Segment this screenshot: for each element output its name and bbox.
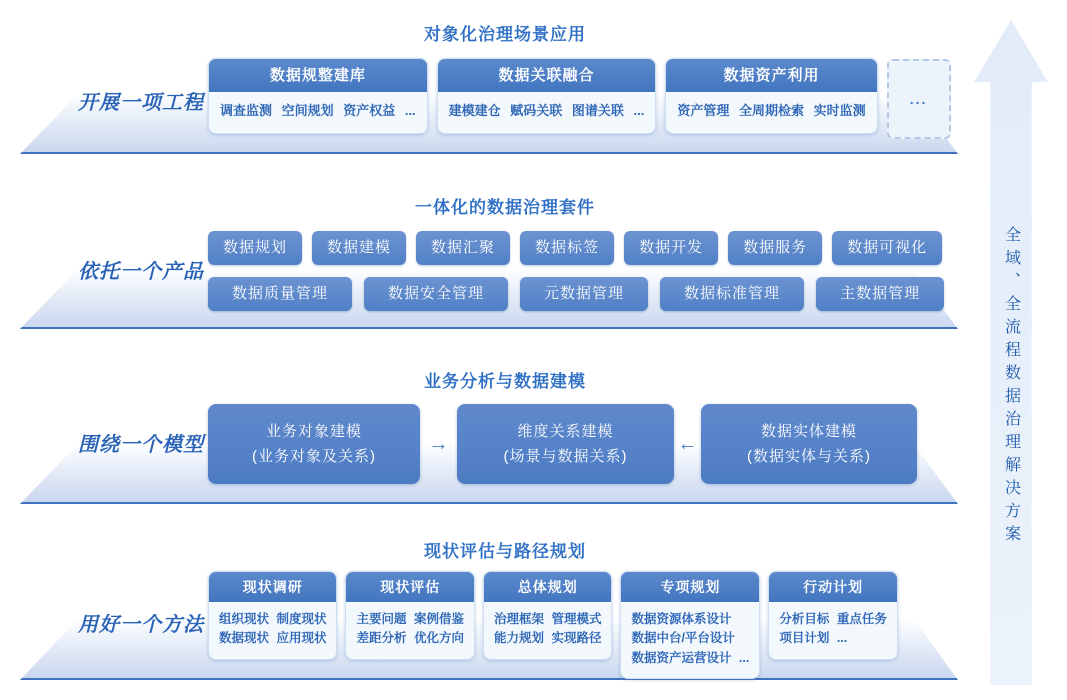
card-line: 数据现状 应用现状 xyxy=(219,631,327,646)
card-items xyxy=(209,602,336,659)
model-box-line1: 业务对象建模 xyxy=(265,422,362,440)
band2-row2 xyxy=(208,277,944,311)
box-business-object-modeling xyxy=(208,404,420,484)
card-items xyxy=(769,602,896,659)
card-title: 数据规整建库 xyxy=(209,59,427,92)
card-line: 治理框架 管理模式 xyxy=(493,612,602,626)
card-title: 专项规划 xyxy=(621,572,759,602)
band1-label: 开展一项工程 xyxy=(78,92,204,114)
band1-card-row xyxy=(208,58,951,139)
box-dimension-relation-modeling xyxy=(457,404,674,484)
band2-row1 xyxy=(208,231,942,265)
card-title: 现状评估 xyxy=(346,572,473,602)
card-overall-planning xyxy=(483,571,612,660)
card-items xyxy=(346,602,473,659)
module-data-development: 数据开发 xyxy=(624,231,718,265)
card-line: 数据中台/平台设计 xyxy=(631,631,735,646)
right-arrow-icon: → xyxy=(428,432,449,455)
card-line: 分析目标 重点任务 xyxy=(779,612,887,626)
band2-label: 依托一个产品 xyxy=(78,261,204,283)
band3-title: 业务分析与数据建模 xyxy=(424,372,586,391)
card-title: 总体规划 xyxy=(484,572,611,602)
module-data-security-mgmt: 数据安全管理 xyxy=(364,277,508,311)
card-data-fusion xyxy=(437,58,657,134)
module-data-tagging: 数据标签 xyxy=(520,231,614,265)
card-line: 项目计划 ... xyxy=(779,631,848,646)
model-box-line1: 维度关系建模 xyxy=(517,422,614,440)
card-items xyxy=(621,602,759,678)
box-data-entity-modeling xyxy=(701,404,917,484)
module-data-aggregation: 数据汇聚 xyxy=(416,231,510,265)
module-data-standards-mgmt: 数据标准管理 xyxy=(660,277,804,311)
card-items xyxy=(484,602,611,659)
card-title: 数据关联融合 xyxy=(438,59,656,92)
card-line: 数据资源体系设计 xyxy=(631,612,732,626)
card-special-planning xyxy=(620,571,760,679)
card-line: 主要问题 案例借鉴 xyxy=(356,612,464,626)
band1-title: 对象化治理场景应用 xyxy=(424,25,586,44)
band2-platform-edge xyxy=(20,327,958,329)
more-placeholder-box: ... xyxy=(887,59,951,139)
card-current-state-assessment xyxy=(345,571,474,660)
band4-title: 现状评估与路径规划 xyxy=(424,542,586,561)
card-line: 能力规划 实现路径 xyxy=(493,631,602,646)
card-title: 数据资产利用 xyxy=(666,59,876,92)
left-arrow-icon: ← xyxy=(677,432,698,455)
model-box-line2: (场景与数据关系) xyxy=(503,448,628,465)
card-items: 建模建仓 赋码关联 图谱关联 ... xyxy=(448,103,645,118)
band2-title: 一体化的数据治理套件 xyxy=(415,198,595,217)
module-data-quality-mgmt: 数据质量管理 xyxy=(208,277,352,311)
band4-card-row xyxy=(208,571,898,679)
module-metadata-mgmt: 元数据管理 xyxy=(520,277,648,311)
model-box-line2: (数据实体与关系) xyxy=(747,448,871,465)
banner-vertical-text: 全域、全流程数据治理解决方案 xyxy=(1002,226,1020,548)
card-items: 调查监测 空间规划 资产权益 ... xyxy=(220,103,416,118)
module-data-visualization: 数据可视化 xyxy=(832,231,942,265)
module-data-services: 数据服务 xyxy=(728,231,822,265)
band3-platform-edge xyxy=(20,502,958,504)
card-action-plan xyxy=(768,571,897,660)
model-box-line2: (业务对象及关系) xyxy=(252,448,376,465)
card-current-state-research xyxy=(208,571,337,660)
card-title: 现状调研 xyxy=(209,572,336,602)
card-line: 差距分析 优化方向 xyxy=(356,631,464,646)
banner-text-wrap xyxy=(974,226,1048,548)
band3-label: 围绕一个模型 xyxy=(78,434,204,456)
card-asset-utilization xyxy=(665,58,877,134)
module-data-planning: 数据规划 xyxy=(208,231,302,265)
card-items: 资产管理 全周期检索 实时监测 xyxy=(677,103,866,118)
module-master-data-mgmt: 主数据管理 xyxy=(816,277,944,311)
band4-label: 用好一个方法 xyxy=(78,614,204,636)
card-line: 组织现状 制度现状 xyxy=(219,612,327,626)
card-data-warehousing xyxy=(208,58,428,134)
band3-model-row xyxy=(208,404,917,484)
band1-platform-edge xyxy=(20,152,958,154)
module-data-modeling: 数据建模 xyxy=(312,231,406,265)
card-title: 行动计划 xyxy=(769,572,896,602)
card-line: 数据资产运营设计 ... xyxy=(631,650,750,665)
model-box-line1: 数据实体建模 xyxy=(760,422,857,440)
